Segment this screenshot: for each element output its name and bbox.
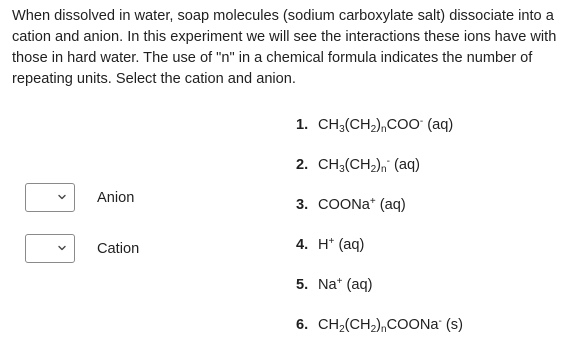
option-formula (318, 235, 364, 255)
formula-superscript: - (419, 116, 424, 127)
option-item (296, 235, 463, 275)
cation-select-row (25, 234, 139, 263)
option-item (296, 115, 463, 155)
options-list (296, 115, 463, 355)
option-formula (318, 315, 463, 335)
option-item (296, 315, 463, 355)
formula-text: COONa (386, 317, 439, 333)
formula-text: (s) (441, 317, 463, 333)
option-formula (318, 195, 406, 215)
option-item (296, 275, 463, 315)
formula-text: (CH (344, 157, 371, 173)
formula-text: ) (376, 157, 382, 173)
formula-text: (aq) (423, 117, 454, 133)
cation-label: Cation (97, 240, 140, 257)
formula-subscript: 3 (339, 124, 345, 135)
formula-text: (aq) (375, 197, 406, 213)
formula-text: (aq) (389, 157, 420, 173)
formula-text: CH (318, 317, 340, 333)
formula-text: (aq) (334, 237, 365, 253)
formula-text: COONa (318, 197, 370, 213)
formula-subscript: 3 (339, 164, 345, 175)
formula-text: CH (318, 157, 340, 173)
option-formula (318, 155, 420, 175)
option-item (296, 155, 463, 195)
anion-select-row (25, 183, 134, 212)
chevron-down-icon (57, 243, 67, 253)
chevron-down-icon (57, 192, 67, 202)
formula-text: Na (318, 277, 337, 293)
option-number: 5. (296, 277, 309, 293)
formula-subscript: 2 (339, 324, 345, 335)
formula-text: H (318, 237, 329, 253)
option-number: 6. (296, 317, 309, 333)
formula-subscript: n (381, 124, 387, 135)
question-text: When dissolved in water, soap molecules (sodium carboxylate salt) dissociate into a cation and anion. In this experiment we will see the interactions these ions have with those in hard water. The use of "n" in a chemical formula indicates the number of repeating units. Select the cation and anion. (12, 8, 557, 87)
formula-text: COO (386, 117, 420, 133)
formula-superscript: + (328, 236, 335, 247)
anion-label: Anion (97, 189, 135, 206)
option-formula (318, 115, 453, 135)
cation-select[interactable] (25, 234, 75, 263)
option-number: 2. (296, 157, 309, 173)
formula-subscript: 2 (370, 324, 377, 335)
formula-subscript: n (381, 164, 387, 175)
formula-subscript: 2 (370, 164, 377, 175)
option-item (296, 195, 463, 235)
anion-select[interactable] (25, 183, 75, 212)
option-formula (318, 275, 373, 295)
formula-text: ) (376, 317, 382, 333)
formula-text: (CH (344, 317, 371, 333)
formula-subscript: 2 (370, 124, 377, 135)
formula-text: ) (376, 117, 382, 133)
formula-superscript: + (369, 196, 376, 207)
formula-superscript: + (336, 276, 343, 287)
formula-superscript: - (386, 156, 390, 167)
formula-text: CH (318, 117, 340, 133)
option-number: 4. (296, 237, 309, 253)
formula-subscript: n (381, 324, 387, 335)
option-number: 1. (296, 117, 309, 133)
formula-text: (CH (344, 117, 371, 133)
option-number: 3. (296, 197, 309, 213)
formula-text: (aq) (342, 277, 373, 293)
formula-superscript: - (438, 316, 442, 327)
